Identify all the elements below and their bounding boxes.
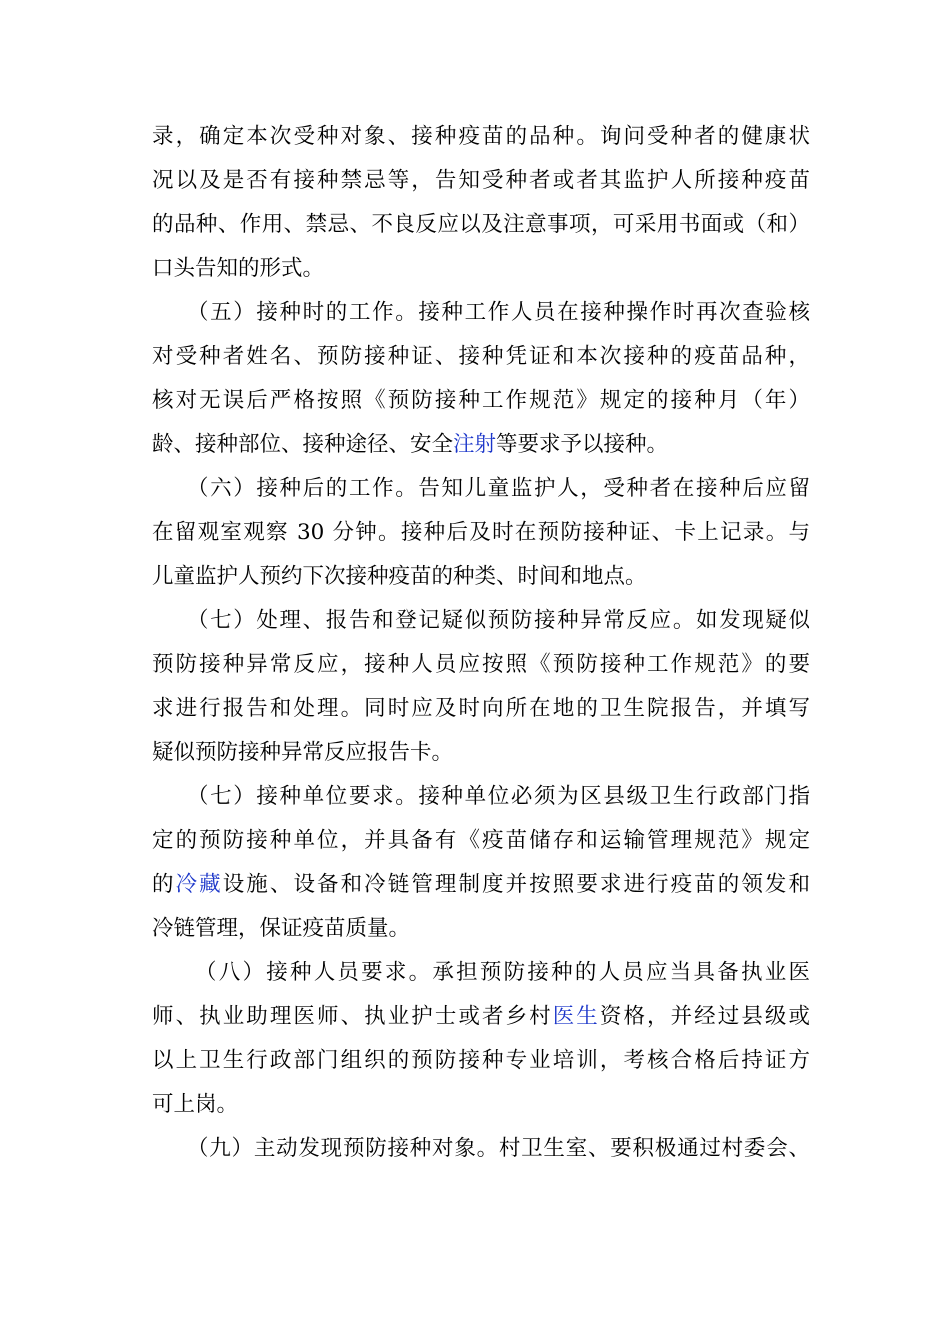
text-line	[187, 1131, 810, 1167]
text-run: 况以及是否有接种禁忌等，告知受种者或者其监护人所接种疫苗	[152, 168, 810, 193]
text-run: 儿童监护人预约下次接种疫苗的种类、时间和地点。	[152, 564, 647, 589]
text-run: 求进行报告和处理。同时应及时向所在地的卫生院报告，并填写	[152, 696, 810, 721]
text-run: 设施、设备和冷链管理制度并按照要求进行疫苗的领发和	[222, 872, 810, 897]
text-line	[152, 207, 810, 243]
text-line	[152, 119, 810, 155]
text-run: 录，确定本次受种对象、接种疫苗的品种。询问受种者的健康状	[152, 124, 810, 149]
text-run: 预防接种异常反应，接种人员应按照《预防接种工作规范》的要	[152, 652, 810, 677]
text-run: 龄、接种部位、接种途径、安全	[152, 432, 454, 457]
text-line	[187, 295, 810, 331]
text-line	[152, 515, 810, 551]
text-run: （五）接种时的工作。接种工作人员在接种操作时再次查验核	[187, 300, 810, 325]
text-run: 疑似预防接种异常反应报告卡。	[152, 740, 454, 765]
text-run: 师、执业助理医师、执业护士或者乡村	[152, 1004, 553, 1029]
text-run: 口头告知的形式。	[152, 256, 325, 281]
text-line	[152, 823, 810, 859]
text-run: 对受种者姓名、预防接种证、接种凭证和本次接种的疫苗品种，	[152, 344, 810, 369]
text-run: （七）接种单位要求。接种单位必须为区县级卫生行政部门指	[187, 784, 810, 809]
text-run: 在留观室观察 30 分钟。接种后及时在预防接种证、卡上记录。与	[152, 520, 810, 545]
text-line	[152, 735, 453, 771]
text-line	[152, 383, 810, 419]
text-line	[152, 163, 810, 199]
text-line	[152, 339, 810, 375]
text-run: （七）处理、报告和登记疑似预防接种异常反应。如发现疑似	[187, 608, 810, 633]
text-line	[152, 251, 324, 287]
text-run: 定的预防接种单位，并具备有《疫苗储存和运输管理规范》规定	[152, 828, 810, 853]
text-run: （八）接种人员要求。承担预防接种的人员应当具备执业医	[195, 960, 810, 985]
text-line	[187, 779, 810, 815]
hyperlink[interactable]: 注射	[453, 432, 497, 457]
text-line	[152, 1087, 238, 1123]
text-run: 核对无误后严格按照《预防接种工作规范》规定的接种月（年）	[152, 388, 810, 413]
text-line	[187, 471, 810, 507]
hyperlink[interactable]: 医生	[552, 1004, 600, 1029]
text-run: （六）接种后的工作。告知儿童监护人，受种者在接种后应留	[187, 476, 810, 501]
text-line	[152, 867, 810, 903]
text-run: 资格，并经过县级或	[599, 1004, 810, 1029]
text-line	[195, 955, 810, 991]
text-line	[187, 603, 810, 639]
text-run: 等要求予以接种。	[496, 432, 669, 457]
text-line	[152, 911, 410, 947]
text-run: 以上卫生行政部门组织的预防接种专业培训，考核合格后持证方	[152, 1048, 810, 1073]
hyperlink[interactable]: 冷藏	[175, 872, 223, 897]
text-line	[152, 999, 810, 1035]
text-line	[152, 1043, 810, 1079]
text-line	[152, 647, 810, 683]
text-line	[152, 691, 810, 727]
text-run: （九）主动发现预防接种对象。村卫生室、要积极通过村委会、	[187, 1136, 810, 1161]
text-run: 可上岗。	[152, 1092, 239, 1117]
text-run: 的品种、作用、禁忌、不良反应以及注意事项，可采用书面或（和）	[152, 212, 810, 237]
text-run: 的	[152, 872, 176, 897]
text-line	[152, 559, 647, 595]
text-line	[152, 427, 668, 463]
text-run: 冷链管理，保证疫苗质量。	[152, 916, 411, 941]
